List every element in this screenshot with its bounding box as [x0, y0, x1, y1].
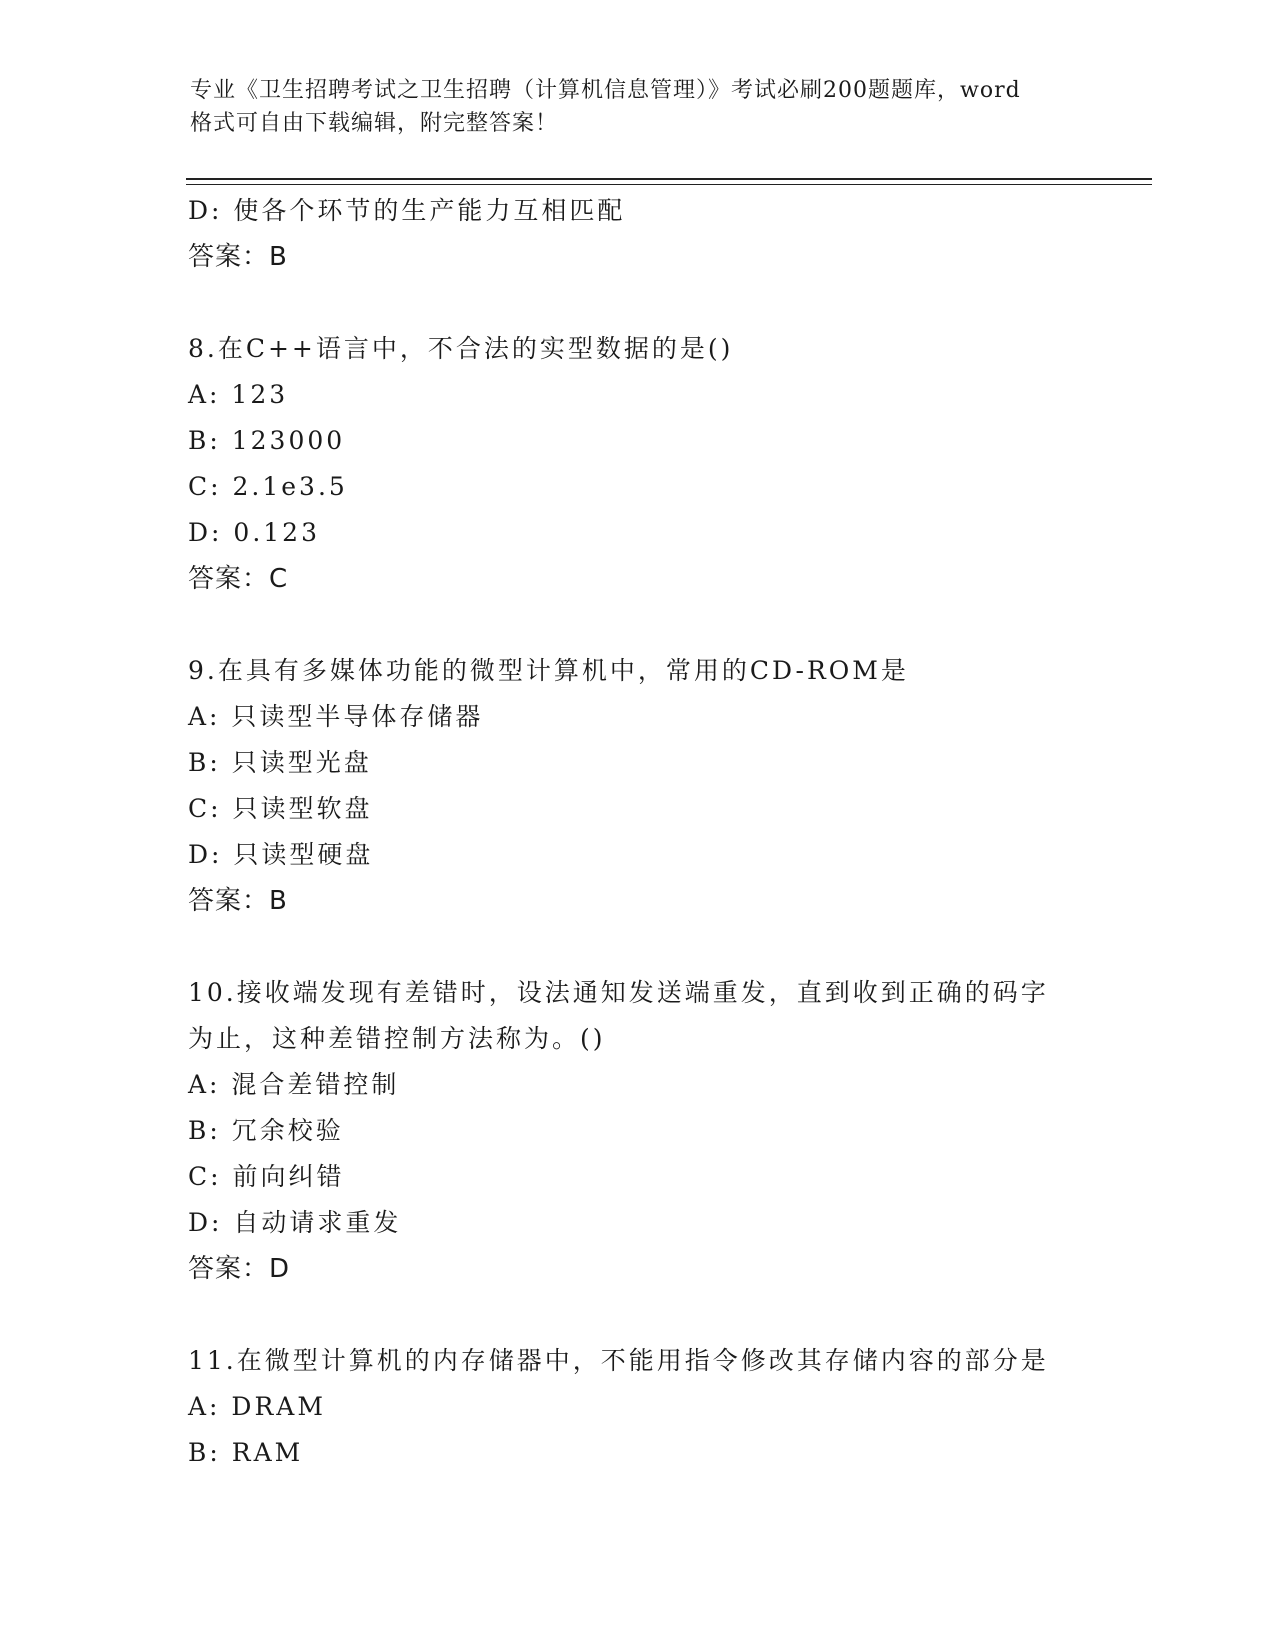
option-c: C: 只读型软盘	[188, 794, 373, 823]
question-stem: 11.在微型计算机的内存储器中，不能用指令修改其存储内容的部分是	[188, 1346, 1049, 1375]
answer-label: 答案：B	[188, 886, 288, 916]
document-body	[188, 188, 1088, 1476]
question-stem-line-1: 10.接收端发现有差错时，设法通知发送端重发，直到收到正确的码字	[188, 978, 1049, 1007]
spacer	[188, 924, 1088, 970]
answer-label: 答案：D	[188, 1254, 291, 1284]
option-b: B: 只读型光盘	[188, 748, 372, 777]
option-a: A: DRAM	[188, 1392, 326, 1421]
option-b: B: 123000	[188, 426, 346, 455]
header-divider-thin	[186, 184, 1152, 185]
question-stem: 9.在具有多媒体功能的微型计算机中，常用的CD-ROM是	[188, 656, 909, 685]
header-divider-thick	[186, 178, 1152, 180]
spacer	[188, 280, 1088, 326]
answer-label: 答案：B	[188, 242, 288, 272]
option-b: B: RAM	[188, 1438, 304, 1467]
spacer	[188, 1292, 1088, 1338]
answer-label: 答案：C	[188, 564, 289, 594]
option-c: C: 2.1e3.5	[188, 472, 348, 501]
spacer	[188, 602, 1088, 648]
header-line-2: 格式可自由下载编辑，附完整答案！	[190, 111, 559, 136]
option-d: D: 自动请求重发	[188, 1208, 402, 1237]
option-a: A: 混合差错控制	[188, 1070, 400, 1099]
option-c: C: 前向纠错	[188, 1162, 345, 1191]
question-stem-line-2: 为止，这种差错控制方法称为。()	[188, 1024, 606, 1053]
header-line-1: 专业《卫生招聘考试之卫生招聘（计算机信息管理）》考试必刷200题题库，word	[190, 78, 1021, 103]
page-header	[190, 74, 1090, 140]
option-d: D: 0.123	[188, 518, 320, 547]
option-b: B: 冗余校验	[188, 1116, 344, 1145]
option-d: D: 只读型硬盘	[188, 840, 374, 869]
question-stem: 8.在C++语言中，不合法的实型数据的是()	[188, 334, 734, 363]
option-a: A: 只读型半导体存储器	[188, 702, 484, 731]
option-d: D: 使各个环节的生产能力互相匹配	[188, 196, 626, 225]
option-a: A: 123	[188, 380, 289, 409]
